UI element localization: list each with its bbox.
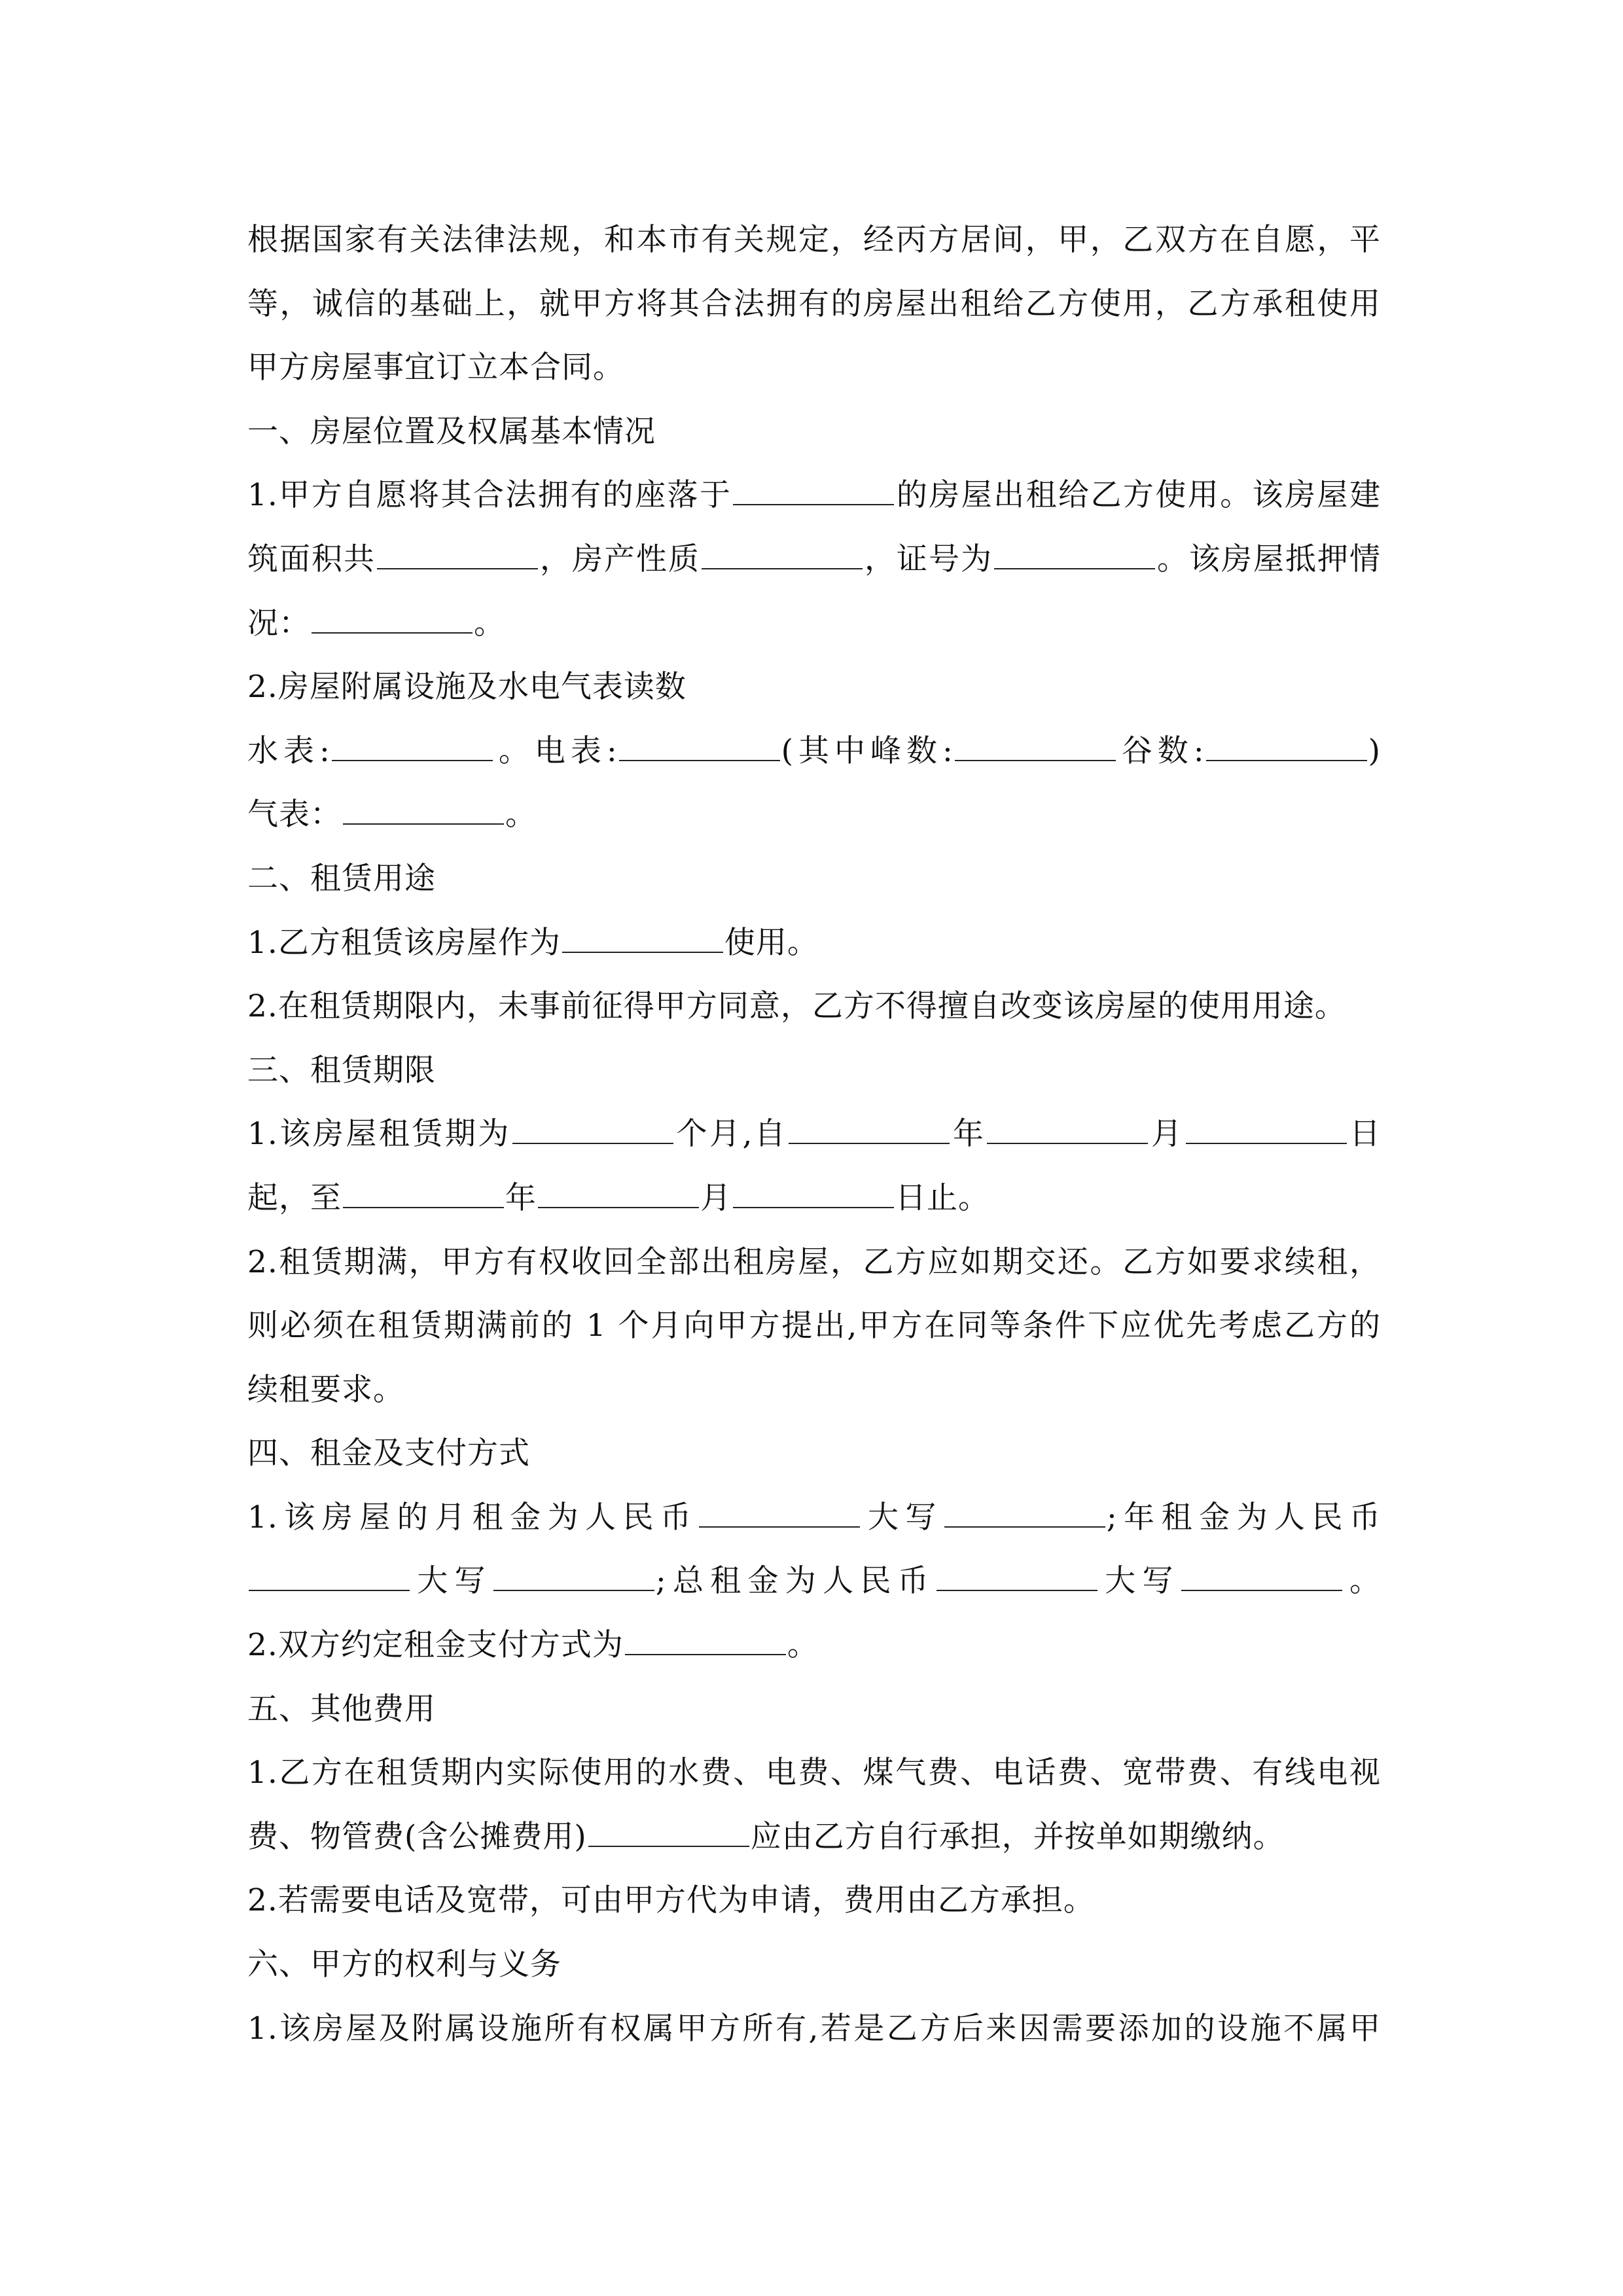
end-year-blank[interactable] <box>343 1185 504 1208</box>
s1-p1-line-1: 1.甲方自愿将其合法拥有的座落于 的房屋出租给乙方使用。该房屋建 <box>247 477 1381 514</box>
s3-p1-line-1: 1.该房屋租赁期为 个月,自 年 月 日 <box>247 1116 1382 1153</box>
certificate-number-blank[interactable] <box>994 546 1155 569</box>
gas-meter-line: 气表： 。 <box>247 797 537 833</box>
s1-p1-line-2: 筑面积共 ，房产性质 ，证号为 。该房屋抵押情 <box>247 541 1381 577</box>
property-nature-blank[interactable] <box>702 546 863 569</box>
mortgage-blank[interactable] <box>312 610 473 634</box>
contract-page <box>247 208 1381 2060</box>
start-month-blank[interactable] <box>987 1121 1148 1144</box>
usage-blank[interactable] <box>562 929 723 953</box>
monthly-rent-blank[interactable] <box>699 1504 860 1528</box>
s4-p1-line-1: 1.该房屋的月租金为人民币 大写 ;年租金为人民币 <box>247 1499 1381 1535</box>
peak-reading-blank[interactable] <box>955 738 1116 761</box>
water-meter-blank[interactable] <box>332 738 493 761</box>
s5-p2: 2.若需要电话及宽带，可由甲方代为申请，费用由乙方承担。 <box>247 1882 1095 1919</box>
property-fee-blank[interactable] <box>588 1823 749 1847</box>
gas-meter-blank[interactable] <box>343 801 504 825</box>
s5-p1-line-1: 1.乙方在租赁期内实际使用的水费、电费、煤气费、电话费、宽带费、有线电视 <box>247 1755 1381 1791</box>
annual-rent-words-blank[interactable] <box>493 1568 654 1591</box>
location-blank[interactable] <box>733 482 894 505</box>
section-6-title: 六、甲方的权利与义务 <box>247 1946 562 1983</box>
section-4-title: 四、租金及支付方式 <box>247 1435 530 1472</box>
total-rent-words-blank[interactable] <box>1181 1568 1342 1591</box>
end-month-blank[interactable] <box>538 1185 699 1208</box>
intro-line-1: 根据国家有关法律法规，和本市有关规定，经丙方居间，甲，乙双方在自愿，平 <box>247 222 1381 258</box>
intro-line-3: 甲方房屋事宜订立本合同。 <box>247 350 624 386</box>
total-rent-blank[interactable] <box>936 1568 1097 1591</box>
electric-meter-blank[interactable] <box>619 738 780 761</box>
s1-p2-title: 2.房屋附属设施及水电气表读数 <box>247 669 687 706</box>
start-year-blank[interactable] <box>789 1121 950 1144</box>
s4-p2: 2.双方约定租金支付方式为 。 <box>247 1627 819 1664</box>
meter-readings-line: 水表: 。电表: (其中峰数: 谷数: ) <box>247 732 1381 769</box>
section-3-title: 三、租赁期限 <box>247 1052 436 1088</box>
s3-p1-line-2: 起，至 年 月 日止。 <box>247 1179 990 1216</box>
s1-p1-line-3: 况： 。 <box>247 605 505 641</box>
valley-reading-blank[interactable] <box>1206 738 1367 761</box>
section-1-title: 一、房屋位置及权属基本情况 <box>247 413 656 450</box>
intro-line-2: 等，诚信的基础上，就甲方将其合法拥有的房屋出租给乙方使用，乙方承租使用 <box>247 285 1381 322</box>
s4-p1-line-2: 大写 ;总租金为人民币 大写 。 <box>247 1549 1381 1613</box>
annual-rent-blank[interactable] <box>249 1568 410 1591</box>
s3-p2-line-1: 2.租赁期满，甲方有权收回全部出租房屋，乙方应如期交还。乙方如要求续租， <box>247 1244 1381 1280</box>
s6-p1-line-1: 1.该房屋及附属设施所有权属甲方所有,若是乙方后来因需要添加的设施不属甲 <box>247 2010 1381 2047</box>
monthly-rent-words-blank[interactable] <box>944 1504 1105 1528</box>
payment-method-blank[interactable] <box>625 1632 786 1655</box>
end-day-blank[interactable] <box>733 1185 894 1208</box>
section-5-title: 五、其他费用 <box>247 1691 436 1727</box>
area-blank[interactable] <box>377 546 538 569</box>
s2-p1: 1.乙方租赁该房屋作为 使用。 <box>247 924 819 961</box>
section-2-title: 二、租赁用途 <box>247 860 436 897</box>
s5-p1-line-2: 费、物管费(含公摊费用) 应由乙方自行承担，并按单如期缴纳。 <box>247 1818 1285 1855</box>
start-day-blank[interactable] <box>1186 1121 1347 1144</box>
s2-p2: 2.在租赁期限内，未事前征得甲方同意，乙方不得擅自改变该房屋的使用用途。 <box>247 988 1346 1025</box>
s3-p2-line-2: 则必须在租赁期满前的 1 个月向甲方提出,甲方在同等条件下应优先考虑乙方的 <box>247 1308 1381 1344</box>
lease-months-blank[interactable] <box>512 1121 673 1144</box>
s3-p2-line-3: 续租要求。 <box>247 1371 404 1408</box>
